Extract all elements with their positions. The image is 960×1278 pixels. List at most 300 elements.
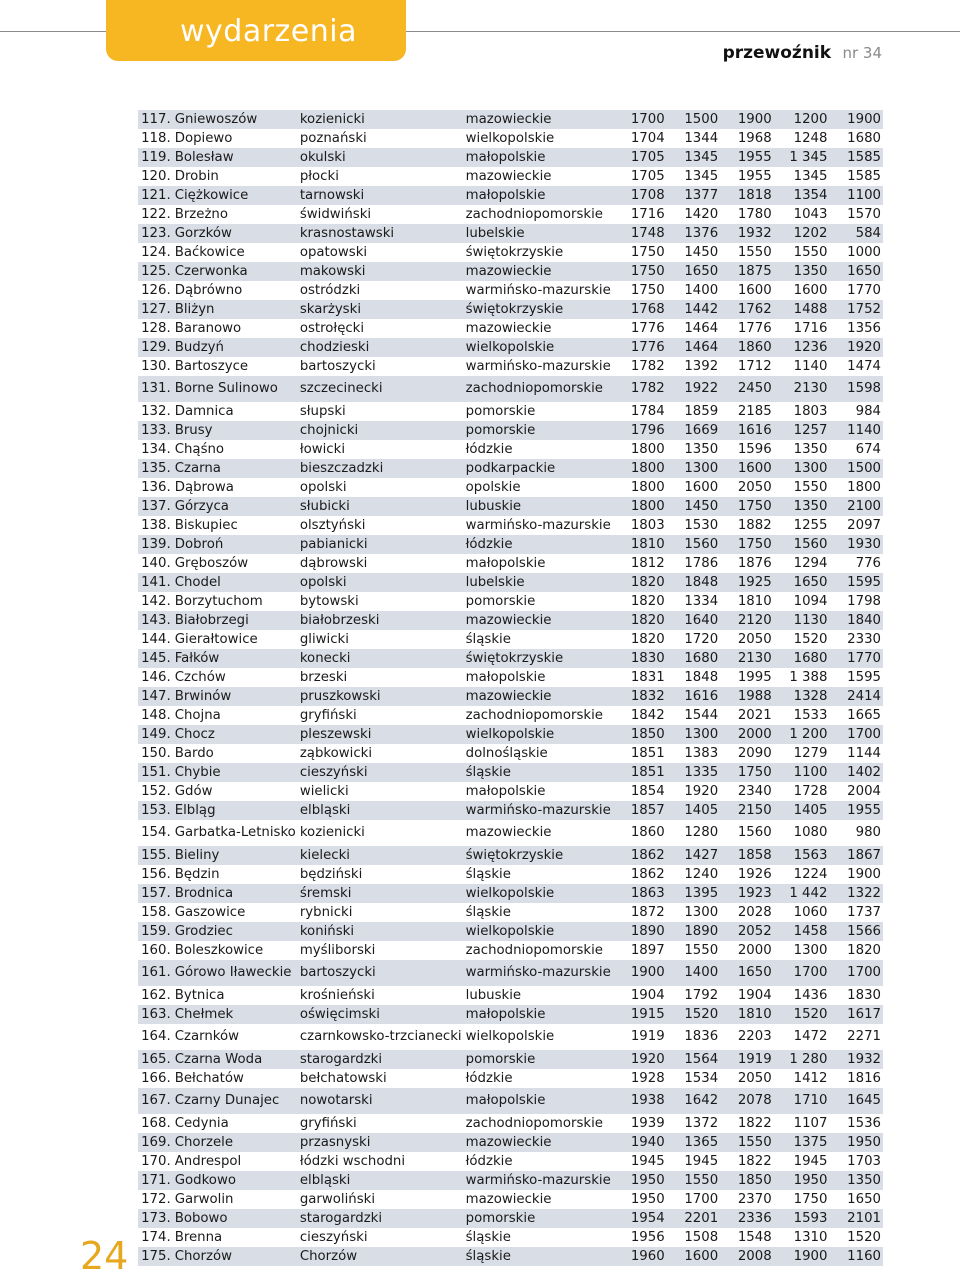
municipality-name: Czarna Woda [173, 1050, 298, 1069]
voivodeship-name: wielkopolskie [464, 725, 621, 744]
value-4: 1 345 [774, 148, 830, 167]
page-number: 24 [80, 1234, 129, 1278]
county-name: garwoliński [298, 1190, 464, 1209]
county-name: elbląski [298, 801, 464, 820]
municipality-name: Górowo Iławeckie [173, 960, 298, 986]
value-2: 1350 [667, 440, 721, 459]
table-row [138, 941, 883, 960]
table-row [138, 1228, 883, 1247]
voivodeship-name: wielkopolskie [464, 922, 621, 941]
value-5: 1570 [829, 205, 883, 224]
value-5: 1920 [829, 338, 883, 357]
value-2: 1500 [667, 110, 721, 129]
row-number: 155. [138, 846, 173, 865]
value-4: 1354 [774, 186, 830, 205]
value-4: 1224 [774, 865, 830, 884]
value-4: 1107 [774, 1114, 830, 1133]
voivodeship-name: lubuskie [464, 497, 621, 516]
row-number: 145. [138, 649, 173, 668]
value-1: 1950 [621, 1171, 667, 1190]
municipality-name: Brusy [173, 421, 298, 440]
value-3: 2450 [720, 376, 774, 402]
row-number: 133. [138, 421, 173, 440]
value-5: 2330 [829, 630, 883, 649]
value-3: 1988 [720, 687, 774, 706]
table-row [138, 186, 883, 205]
voivodeship-name: śląskie [464, 1247, 621, 1266]
value-4: 1310 [774, 1228, 830, 1247]
value-5: 1930 [829, 535, 883, 554]
county-name: białobrzeski [298, 611, 464, 630]
county-name: wielicki [298, 782, 464, 801]
value-4: 1950 [774, 1171, 830, 1190]
row-number: 124. [138, 243, 173, 262]
table-row [138, 820, 883, 846]
value-3: 1955 [720, 148, 774, 167]
voivodeship-name: małopolskie [464, 1005, 621, 1024]
table-row [138, 357, 883, 376]
value-2: 1464 [667, 319, 721, 338]
voivodeship-name: świętokrzyskie [464, 846, 621, 865]
value-1: 1842 [621, 706, 667, 725]
county-name: płocki [298, 167, 464, 186]
voivodeship-name: małopolskie [464, 782, 621, 801]
value-2: 1600 [667, 478, 721, 497]
value-5: 1955 [829, 801, 883, 820]
row-number: 146. [138, 668, 173, 687]
value-1: 1928 [621, 1069, 667, 1088]
table-row [138, 459, 883, 478]
county-name: skarżyski [298, 300, 464, 319]
municipality-name: Czarny Dunajec [173, 1088, 298, 1114]
value-3: 2120 [720, 611, 774, 630]
value-1: 1800 [621, 440, 667, 459]
value-4: 1345 [774, 167, 830, 186]
municipality-name: Dobroń [173, 535, 298, 554]
value-4: 1550 [774, 478, 830, 497]
section-title: wydarzenia [180, 14, 357, 49]
table-row [138, 1069, 883, 1088]
municipality-name: Ciężkowice [173, 186, 298, 205]
magazine-header [723, 43, 882, 63]
table-row [138, 110, 883, 129]
value-5: 2414 [829, 687, 883, 706]
value-1: 1820 [621, 573, 667, 592]
municipality-name: Chorzów [173, 1247, 298, 1266]
value-5: 1500 [829, 459, 883, 478]
county-name: kozienicki [298, 110, 464, 129]
value-3: 2008 [720, 1247, 774, 1266]
value-5: 1703 [829, 1152, 883, 1171]
value-4: 1680 [774, 649, 830, 668]
row-number: 128. [138, 319, 173, 338]
value-3: 1860 [720, 338, 774, 357]
value-5: 1402 [829, 763, 883, 782]
value-1: 1851 [621, 744, 667, 763]
row-number: 121. [138, 186, 173, 205]
value-4: 1750 [774, 1190, 830, 1209]
value-4: 1 280 [774, 1050, 830, 1069]
county-name: opatowski [298, 243, 464, 262]
row-number: 161. [138, 960, 173, 986]
value-5: 1322 [829, 884, 883, 903]
value-4: 1 388 [774, 668, 830, 687]
table-row [138, 1247, 883, 1266]
value-3: 1776 [720, 319, 774, 338]
county-name: dąbrowski [298, 554, 464, 573]
voivodeship-name: śląskie [464, 865, 621, 884]
municipality-name: Brenna [173, 1228, 298, 1247]
municipality-name: Chorzele [173, 1133, 298, 1152]
value-2: 1450 [667, 497, 721, 516]
row-number: 118. [138, 129, 173, 148]
row-number: 144. [138, 630, 173, 649]
value-2: 1377 [667, 186, 721, 205]
value-2: 1616 [667, 687, 721, 706]
municipality-name: Garbatka-Letnisko [173, 820, 298, 846]
value-3: 1955 [720, 167, 774, 186]
value-1: 1700 [621, 110, 667, 129]
value-2: 1464 [667, 338, 721, 357]
value-4: 1255 [774, 516, 830, 535]
value-3: 1548 [720, 1228, 774, 1247]
voivodeship-name: opolskie [464, 478, 621, 497]
value-2: 1376 [667, 224, 721, 243]
value-5: 2101 [829, 1209, 883, 1228]
county-name: łowicki [298, 440, 464, 459]
value-3: 1616 [720, 421, 774, 440]
table-row [138, 903, 883, 922]
county-name: myśliborski [298, 941, 464, 960]
value-4: 1945 [774, 1152, 830, 1171]
county-name: kielecki [298, 846, 464, 865]
value-5: 1617 [829, 1005, 883, 1024]
value-3: 1750 [720, 535, 774, 554]
value-3: 2078 [720, 1088, 774, 1114]
county-name: ostrołęcki [298, 319, 464, 338]
value-5: 1585 [829, 148, 883, 167]
value-4: 1100 [774, 763, 830, 782]
row-number: 168. [138, 1114, 173, 1133]
row-number: 139. [138, 535, 173, 554]
county-name: cieszyński [298, 1228, 464, 1247]
row-number: 150. [138, 744, 173, 763]
table-row [138, 630, 883, 649]
value-3: 1858 [720, 846, 774, 865]
county-name: chodzieski [298, 338, 464, 357]
value-2: 1508 [667, 1228, 721, 1247]
voivodeship-name: małopolskie [464, 668, 621, 687]
county-name: opolski [298, 478, 464, 497]
municipality-name: Dąbrowa [173, 478, 298, 497]
value-1: 1960 [621, 1247, 667, 1266]
value-1: 1776 [621, 319, 667, 338]
value-4: 1472 [774, 1024, 830, 1050]
table-row [138, 744, 883, 763]
municipality-name: Chybie [173, 763, 298, 782]
value-4: 1350 [774, 262, 830, 281]
row-number: 119. [138, 148, 173, 167]
value-3: 1850 [720, 1171, 774, 1190]
county-name: nowotarski [298, 1088, 464, 1114]
table-row [138, 478, 883, 497]
value-3: 1875 [720, 262, 774, 281]
value-2: 1300 [667, 903, 721, 922]
value-2: 1544 [667, 706, 721, 725]
value-3: 2130 [720, 649, 774, 668]
row-number: 147. [138, 687, 173, 706]
section-tab [106, 0, 406, 61]
value-4: 1279 [774, 744, 830, 763]
value-1: 1854 [621, 782, 667, 801]
county-name: słupski [298, 402, 464, 421]
table-row [138, 129, 883, 148]
voivodeship-name: pomorskie [464, 592, 621, 611]
value-1: 1705 [621, 148, 667, 167]
value-5: 1566 [829, 922, 883, 941]
table-row [138, 1024, 883, 1050]
table-row [138, 554, 883, 573]
value-1: 1938 [621, 1088, 667, 1114]
municipality-name: Bolesław [173, 148, 298, 167]
municipality-name: Chąśno [173, 440, 298, 459]
value-1: 1748 [621, 224, 667, 243]
table-row [138, 611, 883, 630]
value-2: 1442 [667, 300, 721, 319]
value-3: 1750 [720, 497, 774, 516]
county-name: gryfiński [298, 1114, 464, 1133]
voivodeship-name: świętokrzyskie [464, 300, 621, 319]
value-2: 1786 [667, 554, 721, 573]
municipality-name: Chodel [173, 573, 298, 592]
value-3: 2050 [720, 478, 774, 497]
municipality-name: Brwinów [173, 687, 298, 706]
county-name: Chorzów [298, 1247, 464, 1266]
value-4: 1043 [774, 205, 830, 224]
table-row [138, 706, 883, 725]
value-2: 1848 [667, 573, 721, 592]
table-row [138, 687, 883, 706]
value-2: 1848 [667, 668, 721, 687]
value-1: 1800 [621, 478, 667, 497]
value-2: 1395 [667, 884, 721, 903]
value-1: 1704 [621, 129, 667, 148]
county-name: bełchatowski [298, 1069, 464, 1088]
value-1: 1782 [621, 376, 667, 402]
value-5: 1665 [829, 706, 883, 725]
value-5: 1700 [829, 960, 883, 986]
value-1: 1872 [621, 903, 667, 922]
value-5: 1820 [829, 941, 883, 960]
value-1: 1832 [621, 687, 667, 706]
row-number: 153. [138, 801, 173, 820]
value-3: 1904 [720, 986, 774, 1005]
municipality-name: Boleszkowice [173, 941, 298, 960]
county-name: szczecinecki [298, 376, 464, 402]
value-3: 2050 [720, 1069, 774, 1088]
row-number: 174. [138, 1228, 173, 1247]
table-row [138, 243, 883, 262]
row-number: 138. [138, 516, 173, 535]
value-1: 1784 [621, 402, 667, 421]
value-2: 1700 [667, 1190, 721, 1209]
value-1: 1796 [621, 421, 667, 440]
voivodeship-name: śląskie [464, 630, 621, 649]
value-5: 1595 [829, 668, 883, 687]
value-3: 1882 [720, 516, 774, 535]
row-number: 148. [138, 706, 173, 725]
row-number: 136. [138, 478, 173, 497]
value-4: 1700 [774, 960, 830, 986]
municipality-name: Bieliny [173, 846, 298, 865]
value-2: 1240 [667, 865, 721, 884]
value-5: 2097 [829, 516, 883, 535]
county-name: pruszkowski [298, 687, 464, 706]
county-name: ząbkowicki [298, 744, 464, 763]
value-3: 1550 [720, 1133, 774, 1152]
row-number: 175. [138, 1247, 173, 1266]
voivodeship-name: mazowieckie [464, 611, 621, 630]
value-3: 2340 [720, 782, 774, 801]
value-1: 1945 [621, 1152, 667, 1171]
value-4: 1130 [774, 611, 830, 630]
value-4: 1248 [774, 129, 830, 148]
value-2: 1345 [667, 167, 721, 186]
value-3: 2090 [720, 744, 774, 763]
value-1: 1950 [621, 1190, 667, 1209]
value-1: 1830 [621, 649, 667, 668]
county-name: czarnkowsko-trzcianecki [298, 1024, 464, 1050]
county-name: śremski [298, 884, 464, 903]
county-name: gliwicki [298, 630, 464, 649]
value-3: 2000 [720, 941, 774, 960]
value-2: 1550 [667, 1171, 721, 1190]
value-1: 1750 [621, 262, 667, 281]
row-number: 160. [138, 941, 173, 960]
county-name: będziński [298, 865, 464, 884]
row-number: 127. [138, 300, 173, 319]
row-number: 163. [138, 1005, 173, 1024]
value-2: 1859 [667, 402, 721, 421]
value-4: 1350 [774, 497, 830, 516]
county-name: starogardzki [298, 1050, 464, 1069]
value-1: 1716 [621, 205, 667, 224]
voivodeship-name: mazowieckie [464, 319, 621, 338]
value-3: 1818 [720, 186, 774, 205]
value-2: 1427 [667, 846, 721, 865]
voivodeship-name: lubuskie [464, 986, 621, 1005]
value-4: 1520 [774, 630, 830, 649]
value-3: 1550 [720, 243, 774, 262]
value-3: 1810 [720, 592, 774, 611]
municipality-name: Baćkowice [173, 243, 298, 262]
county-name: gryfiński [298, 706, 464, 725]
municipality-name: Górzyca [173, 497, 298, 516]
value-3: 2370 [720, 1190, 774, 1209]
value-4: 1900 [774, 1247, 830, 1266]
value-5: 1598 [829, 376, 883, 402]
value-3: 1780 [720, 205, 774, 224]
value-3: 1810 [720, 1005, 774, 1024]
value-1: 1800 [621, 459, 667, 478]
value-3: 2203 [720, 1024, 774, 1050]
table-row [138, 535, 883, 554]
value-2: 1344 [667, 129, 721, 148]
value-4: 1803 [774, 402, 830, 421]
county-name: olsztyński [298, 516, 464, 535]
voivodeship-name: zachodniopomorskie [464, 706, 621, 725]
row-number: 172. [138, 1190, 173, 1209]
county-name: bartoszycki [298, 357, 464, 376]
table-row [138, 319, 883, 338]
row-number: 154. [138, 820, 173, 846]
value-5: 1536 [829, 1114, 883, 1133]
value-5: 1900 [829, 865, 883, 884]
table-row [138, 1190, 883, 1209]
value-1: 1810 [621, 535, 667, 554]
value-2: 1405 [667, 801, 721, 820]
value-1: 1915 [621, 1005, 667, 1024]
municipality-name: Fałków [173, 649, 298, 668]
value-5: 1816 [829, 1069, 883, 1088]
row-number: 137. [138, 497, 173, 516]
value-3: 1900 [720, 110, 774, 129]
row-number: 164. [138, 1024, 173, 1050]
table-row [138, 592, 883, 611]
value-1: 1857 [621, 801, 667, 820]
value-5: 776 [829, 554, 883, 573]
value-3: 2150 [720, 801, 774, 820]
voivodeship-name: zachodniopomorskie [464, 941, 621, 960]
value-5: 1140 [829, 421, 883, 440]
voivodeship-name: podkarpackie [464, 459, 621, 478]
value-3: 1600 [720, 459, 774, 478]
municipality-name: Godkowo [173, 1171, 298, 1190]
voivodeship-name: wielkopolskie [464, 884, 621, 903]
value-5: 1798 [829, 592, 883, 611]
municipality-name: Bliżyn [173, 300, 298, 319]
row-number: 117. [138, 110, 173, 129]
value-5: 1800 [829, 478, 883, 497]
value-1: 1820 [621, 611, 667, 630]
county-name: brzeski [298, 668, 464, 687]
table-row [138, 986, 883, 1005]
voivodeship-name: małopolskie [464, 148, 621, 167]
row-number: 167. [138, 1088, 173, 1114]
row-number: 131. [138, 376, 173, 402]
table-row [138, 338, 883, 357]
municipality-name: Drobin [173, 167, 298, 186]
value-1: 1919 [621, 1024, 667, 1050]
value-2: 1335 [667, 763, 721, 782]
value-2: 1640 [667, 611, 721, 630]
municipality-name: Białobrzegi [173, 611, 298, 630]
voivodeship-name: mazowieckie [464, 1133, 621, 1152]
voivodeship-name: mazowieckie [464, 262, 621, 281]
municipality-name: Chełmek [173, 1005, 298, 1024]
value-4: 1650 [774, 573, 830, 592]
value-2: 1564 [667, 1050, 721, 1069]
value-5: 1585 [829, 167, 883, 186]
value-3: 2021 [720, 706, 774, 725]
table-row [138, 224, 883, 243]
county-name: bytowski [298, 592, 464, 611]
value-4: 1520 [774, 1005, 830, 1024]
voivodeship-name: małopolskie [464, 554, 621, 573]
county-name: starogardzki [298, 1209, 464, 1228]
value-5: 2100 [829, 497, 883, 516]
row-number: 142. [138, 592, 173, 611]
